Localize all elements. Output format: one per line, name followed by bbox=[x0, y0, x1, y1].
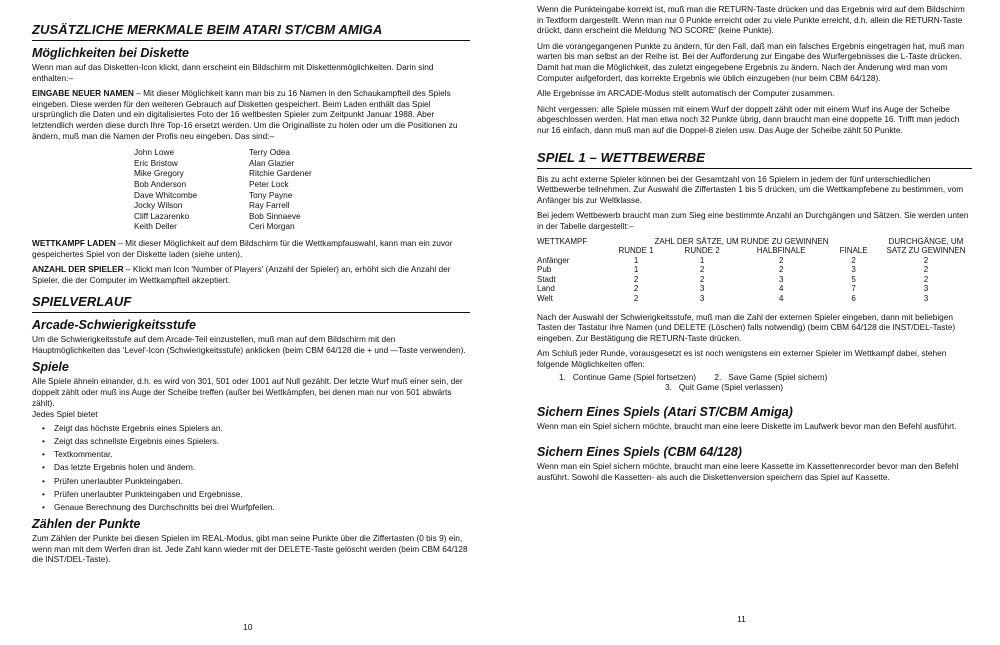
table-cell: 3 bbox=[778, 274, 784, 284]
table-header-final: FINALE bbox=[839, 246, 868, 256]
table-cell: 1 bbox=[633, 265, 639, 275]
subheading-arcade: Arcade-Schwierigkeitsstufe bbox=[32, 318, 196, 333]
subheading-disk: Möglichkeiten bei Diskette bbox=[32, 46, 189, 60]
table-header-competition: WETTKAMPF bbox=[537, 236, 588, 246]
table-cell: Welt bbox=[537, 294, 553, 304]
table-cell: 2 bbox=[923, 274, 929, 284]
table-cell: Land bbox=[537, 284, 555, 294]
subheading-save-cbm: Sichern Eines Spiels (CBM 64/128) bbox=[537, 445, 742, 460]
pro-name: Alan Glazier bbox=[249, 157, 295, 168]
menu-options-line1: 1. Continue Game (Spiel fortsetzen) 2. Save Game (Spiel sichern) bbox=[559, 371, 828, 382]
list-item: • Das letzte Ergebnis holen und ändern. bbox=[42, 461, 470, 474]
table-cell: 2 bbox=[633, 284, 639, 294]
pro-name: Jocky Wilson bbox=[134, 200, 183, 211]
paragraph-competitions: Bis zu acht externe Spieler können bei der Gesamtzahl von 16 Spielern in jedem der fünf unterschiedlichen Wettbewerbe teilnehmen. Zur Auswahl die Ziffertasten 1 bis 5 drücken, um die Wettkampfebene zu bestimmen, vom Anfänger bis zur Weltklasse. bbox=[537, 173, 964, 205]
list-item: • Textkommentar. bbox=[42, 448, 470, 461]
games-text: Alle Spiele ähneln einander, d.h. es wird von 301, 501 oder 1001 auf Null gezählt. Der letzte Wurf muß einer sein, der doppelt zählt oder muß ins Auge der Scheibe treffen (außer bei Wettkämpfen, bei denen man nur von 501 abwärts zählt). bbox=[32, 376, 463, 408]
menu-options-line2: 3. Quit Game (Spiel verlassen) bbox=[665, 382, 784, 393]
list-item: • Genaue Berechnung des Durchschnitts bei drei Wurfpfeilen. bbox=[42, 501, 470, 514]
table-row bbox=[537, 256, 972, 266]
paragraph-number-players bbox=[32, 264, 470, 285]
competition-table bbox=[537, 237, 972, 304]
pro-name: Cliff Lazarenko bbox=[134, 210, 190, 221]
list-item: • Prüfen unerlaubter Punkteingaben. bbox=[42, 475, 470, 488]
disk-intro: Wenn man auf das Disketten-Icon klickt, dann erscheint ein Bildschirm mit Diskettenmöglichkeiten. Darin sind enthalten:– bbox=[32, 62, 434, 83]
table-cell: Stadt bbox=[537, 274, 556, 284]
subheading-save-atari: Sichern Eines Spiels (Atari ST/CBM Amiga) bbox=[537, 404, 793, 419]
keyword-number-players: ANZAHL DER SPIELER bbox=[32, 264, 124, 275]
table-header-semifinal: HALBFINALE bbox=[756, 246, 806, 256]
list-item: • Zeigt das höchste Ergebnis eines Spielers an. bbox=[42, 422, 470, 435]
table-cell: 7 bbox=[851, 284, 856, 294]
paragraph-change-score: Um die vorangegangenen Punkte zu ändern, für den Fall, daß man ein falsches Ergebnis eingetragen hat, muß man warten bis man selbst an der Reihe ist. Bei der Aufforderung zur Eingabe des Wurfergebnisses die L-Taste drücken. Damit hat man die Möglichkeit, das zuletzt eingegebene Ergebnis zu ändern. Nach der Änderung wird man vom Computer aufgefordert, das korrekte Ergebnis wie üblich einzugeben (nur beim CBM 64/128). bbox=[537, 40, 965, 83]
table-header-legs: DURCHGÄNGE, UM SATZ ZU GEWINNEN bbox=[886, 236, 966, 256]
paragraph-save-tape: Wenn man ein Spiel sichern möchte, braucht man eine leere Kassette im Kassettenrecorder bevor man den Befehl ausführt. Sowohl die Kassetten- als auch die Diskettenversion speichern das Spiel auf Kassette. bbox=[537, 461, 959, 482]
pro-name: John Lowe bbox=[134, 147, 175, 158]
enter-names-text: – Mit dieser Möglichkeit kann man bis zu 16 Namen in den Schaukampfteil des Spiels eingeben. Diese werden für den weiteren Gebrauch auf Disketten gespeichert. Beim Laden enthält das Spiel ursprünglich die Daten und ein digitalisiertes Foto der 16 weltbesten Spieler zum Zeitpunkt Januar 1988. Aber letztendlich werden diese durch Ihre Top-16 ersetzt werden. Um die Originalliste zu holen oder um die Positionen zu ändern, muß man die Namen der Profis neu eingeben. Das sind:– bbox=[32, 88, 458, 141]
table-cell: 3 bbox=[923, 294, 929, 304]
paragraph-sets-intro: Bei jedem Wettbewerb braucht man zum Sieg eine bestimmte Anzahl an Durchgängen und Sätzen. Sie werden unten in der Tabelle dargestellt:– bbox=[537, 210, 969, 231]
table-cell: 2 bbox=[851, 255, 856, 265]
paragraph-return-key: Wenn die Punkteingabe korrekt ist, muß man die RETURN-Taste drücken und das Ergebnis wird auf dem Bildschirm in Textform dargestellt. Wenn man nur 0 Punkte erreicht oder zu viele Punkte erreicht, d.h. allein die RETURN-Taste drückt, dann erscheint die Meldung 'NO SCORE' (keine Punkte). bbox=[537, 4, 965, 36]
features-list bbox=[32, 422, 470, 514]
table-cell: Pub bbox=[537, 265, 552, 275]
pro-name: Terry Odea bbox=[249, 147, 291, 158]
pro-name: Eric Bristow bbox=[134, 157, 178, 168]
table-row bbox=[537, 294, 972, 304]
table-row bbox=[537, 275, 972, 285]
paragraph-round-end: Am Schluß jeder Runde, vorausgesetzt es ist noch wenigstens ein externer Spieler im Wettkampf dabei, stehen folgende Möglichkeiten offen: bbox=[537, 348, 947, 370]
pro-name: Mike Gregory bbox=[134, 168, 184, 179]
table-cell: 3 bbox=[923, 284, 929, 294]
load-competition-text: – Mit dieser Möglichkeit auf dem Bildschirm für die Wettkampfauswahl, kann man ein zuvor gespeichertes Spiel von der Diskette laden (siehe unten). bbox=[32, 237, 453, 259]
table-cell: 2 bbox=[699, 265, 705, 275]
table-cell: 6 bbox=[851, 294, 856, 304]
table-cell: Anfänger bbox=[537, 255, 570, 265]
paragraph-finish-rule: Nicht vergessen: alle Spiele müssen mit einem Wurf der doppelt zählt oder mit einem Wurf ins Auge der Scheibe abgeschlossen werden. Hat man etwa noch 32 Punkte übrig, dann braucht man eine doppelte 16. Trifft man jedoch nur 16 einfach, dann muß man auf die Doppel-8 zielen usw. Das Auge der Scheibe zählt 50 Punkte. bbox=[537, 103, 960, 135]
paragraph-enter-external: Nach der Auswahl der Schwierigkeitsstufe, muß man die Zahl der externen Spieler eingeben, dann mit beliebigen Tasten der Tastatur ihre Namen (und DELETE (Löschen) falls notwendig) (beim CBM 64/128 die INST/DEL-Taste) eingeben. Zur Bestätigung die RETURN-Taste drücken. bbox=[537, 311, 956, 343]
keyword-enter-names: EINGABE NEUER NAMEN bbox=[32, 88, 134, 99]
paragraph-enter-names bbox=[32, 88, 470, 141]
options-menu bbox=[537, 372, 972, 393]
right-page bbox=[500, 0, 1000, 645]
section-heading-gameplay: SPIELVERLAUF bbox=[32, 294, 470, 313]
table-cell: 2 bbox=[778, 255, 784, 265]
paragraph-arcade-results: Alle Ergebnisse im ARCADE-Modus stellt automatisch der Computer zusammen. bbox=[537, 88, 835, 99]
table-cell: 4 bbox=[778, 284, 784, 294]
table-cell: 2 bbox=[699, 274, 705, 284]
paragraph-save-disk: Wenn man ein Spiel sichern möchte, braucht man eine leere Diskette im Laufwerk bevor man den Befehl ausführt. bbox=[537, 420, 957, 431]
list-item: • Prüfen unerlaubter Punkteingaben und Ergebnisse. bbox=[42, 488, 470, 501]
table-cell: 2 bbox=[778, 265, 784, 275]
each-game-offers: Jedes Spiel bietet bbox=[32, 409, 98, 420]
section-heading-features: ZUSÄTZLICHE MERKMALE BEIM ATARI ST/CBM AMIGA bbox=[32, 22, 470, 41]
table-cell: 4 bbox=[778, 294, 784, 304]
arcade-text: Um die Schwierigkeitsstufe auf dem Arcade-Teil einzustellen, muß man auf dem Bildschirm mit den Hauptmöglichkeiten das 'Level'-Icon (Schwierigkeitsstufe) anklicken (beim CBM 64/128 die + und –-Taste verwenden). bbox=[32, 334, 466, 355]
table-row bbox=[537, 265, 972, 275]
table-cell: 1 bbox=[699, 255, 705, 265]
table-header-group: ZAHL DER SÄTZE, UM RUNDE ZU GEWINNEN bbox=[654, 236, 829, 246]
pro-name: Dave Whitcombe bbox=[134, 189, 198, 200]
subheading-games: Spiele bbox=[32, 360, 69, 375]
table-cell: 2 bbox=[633, 294, 639, 304]
table-cell: 3 bbox=[699, 294, 705, 304]
page-number: 10 bbox=[243, 622, 253, 632]
keyword-load-competition: WETTKAMPF LADEN bbox=[32, 237, 116, 248]
pro-names-list bbox=[134, 147, 470, 232]
table-cell: 2 bbox=[923, 265, 929, 275]
counting-text: Zum Zählen der Punkte bei diesen Spielen im REAL-Modus, gibt man seine Punkte über die Ziffertasten (0 bis 9) ein, wenn man mit dem Werfen dran ist. Jede Zahl kann wieder mit der DELETE-Taste gelöscht werden (beim CBM 64/128 die INST/DEL-Taste). bbox=[32, 533, 468, 565]
subheading-counting: Zählen der Punkte bbox=[32, 517, 141, 532]
pro-name: Tony Payne bbox=[249, 189, 293, 200]
table-cell: 5 bbox=[851, 274, 856, 284]
pro-name: Ceri Morgan bbox=[249, 221, 295, 232]
page-number: 11 bbox=[737, 614, 746, 624]
number-players-text: – Klickt man Icon 'Number of Players' (Anzahl der Spieler) an, erhöht sich die Anzahl der Spieler, die der Computer im Wettkampfteil akzeptiert. bbox=[32, 264, 451, 285]
paragraph-load-competition bbox=[32, 238, 470, 259]
table-cell: 3 bbox=[851, 265, 856, 275]
table-cell: 2 bbox=[633, 274, 639, 284]
section-heading-game1: SPIEL 1 – WETTBEWERBE bbox=[537, 150, 972, 169]
pro-name: Bob Sinnaeve bbox=[249, 210, 301, 221]
table-cell: 3 bbox=[699, 284, 705, 294]
pro-name: Peter Lock bbox=[249, 178, 289, 189]
table-row bbox=[537, 284, 972, 294]
pro-name: Bob Anderson bbox=[134, 178, 187, 189]
table-cell: 2 bbox=[923, 255, 929, 265]
pro-name: Ritchie Gardener bbox=[249, 168, 312, 179]
table-header-round1: RUNDE 1 bbox=[618, 246, 654, 256]
pro-name: Ray Farrell bbox=[249, 200, 290, 211]
pro-name: Keith Deller bbox=[134, 221, 177, 232]
table-cell: 1 bbox=[633, 255, 639, 265]
list-item: • Zeigt das schnellste Ergebnis eines Spielers. bbox=[42, 435, 470, 448]
table-header-round2: RUNDE 2 bbox=[684, 246, 720, 256]
